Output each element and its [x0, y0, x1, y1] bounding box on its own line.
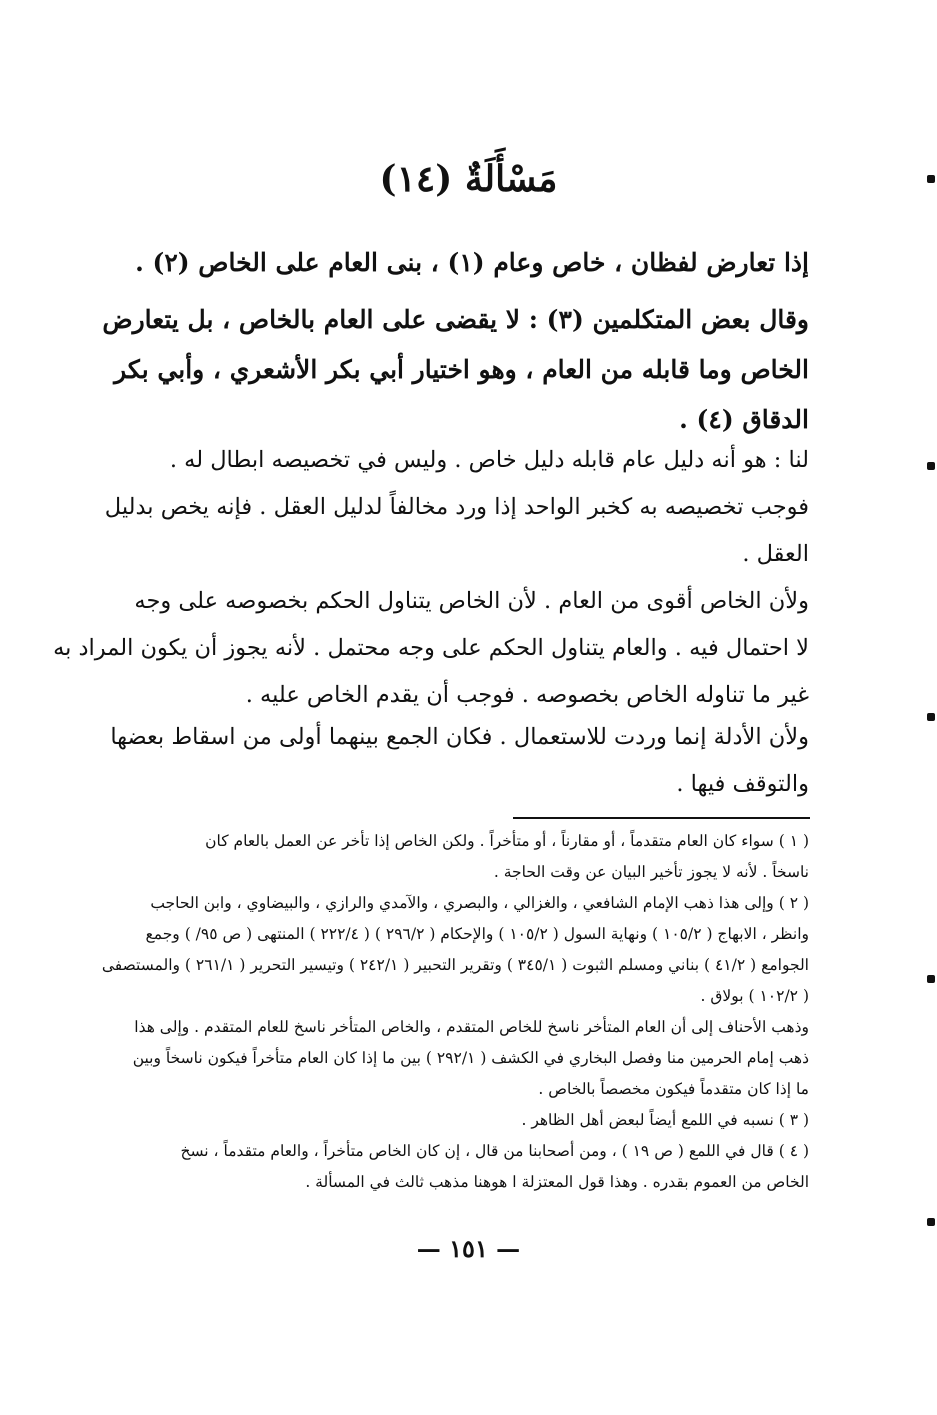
text-line: وقال بعض المتكلمين (٣) : لا يقضى على العام بالخاص ، بل يتعارض	[102, 305, 809, 334]
opposing-view-paragraph	[102, 295, 809, 445]
footnote-4-line: الخاص من العموم بقدره . وهذا قول المعتزلة ا هوهنا مذهب ثالث في المسألة .	[305, 1173, 809, 1191]
footnote-4-line: ( ٤ ) قال في اللمع ( ص ١٩ ) ، ومن أصحابنا من قال ، إن كان الخاص متأخراً ، والعام متقدماً ، نسخ	[180, 1142, 809, 1160]
footnote-2-line: وانظر ، الابهاج ( ١٠٥/٢ ) ونهاية السول ( ١٠٥/٢ ) والإحكام ( ٢٩٦/٢ ) ( ٢٢٢/٤ ) المنتهى ( ص ٩٥/ ) وجمع	[145, 925, 809, 943]
argument-paragraph-1	[104, 437, 809, 578]
text-line: غير ما تناوله الخاص بخصوصه . فوجب أن يقدم الخاص عليه .	[245, 682, 809, 708]
text-line: ولأن الخاص أقوى من العام . لأن الخاص يتناول الحكم بخصوصه على وجه	[134, 588, 809, 614]
margin-mark	[927, 713, 935, 721]
footnote-1-line: ( ١ ) سواء كان العام متقدماً ، أو مقارناً ، أو متأخراً . ولكن الخاص إذا تأخر عن العمل بالعام كان	[205, 832, 809, 850]
margin-mark	[927, 975, 935, 983]
margin-mark	[927, 462, 935, 470]
footnote-2-line: الجوامع ( ٤١/٢ ) بناني ومسلم الثبوت ( ٣٤٥/١ ) وتقرير التحبير ( ٢٤٢/١ ) وتيسير التحرير ( ٢٦١/١ ) والمستصفى	[101, 956, 809, 974]
argument-paragraph-2	[53, 578, 809, 719]
text-line: لا احتمال فيه . والعام يتناول الحكم على وجه محتمل . لأنه يجوز أن يكون المراد به	[53, 635, 809, 661]
chapter-heading: مَسْأَلَةٌ (١٤)	[379, 158, 558, 200]
text-line: لنا : هو أنه دليل عام قابله دليل خاص . وليس في تخصيصه ابطال له .	[169, 447, 809, 473]
text-line: الدقاق (٤) .	[679, 405, 809, 434]
text-line: والتوقف فيها .	[676, 771, 809, 797]
text-line: الخاص وما قابله من العام ، وهو اختيار أبي بكر الأشعري ، وأبي بكر	[114, 355, 809, 384]
footnote-1-line: ناسخاً . لأنه لا يجوز تأخير البيان عن وقت الحاجة .	[493, 863, 809, 881]
footnotes	[101, 826, 809, 1198]
text-line: فوجب تخصيصه به كخبر الواحد إذا ورد مخالفاً لدليل العقل . فإنه يخص بدليل	[104, 494, 809, 520]
text-line: ولأن الأدلة إنما وردت للاستعمال . فكان الجمع بينهما أولى من اسقاط بعضها	[110, 724, 809, 750]
footnote-2-line: ( ٢ ) وإلى هذا ذهب الإمام الشافعي ، والغزالي ، والبصري ، والآمدي والرازي ، والبيضاوي ، وابن الحاجب	[150, 894, 809, 912]
thesis-paragraph	[122, 238, 809, 288]
margin-mark	[927, 1218, 935, 1226]
footnote-2-continuation-line: وذهب الأحناف إلى أن العام المتأخر ناسخ للخاص المتقدم ، والخاص المتأخر ناسخ للعام المتقدم . وإلى هذا	[134, 1018, 809, 1036]
footnote-2-continuation-line: ما إذا كان متقدماً فيكون مخصصاً بالخاص .	[538, 1080, 809, 1098]
footnote-2-line: ( ١٠٢/٢ ) بولاق .	[700, 987, 809, 1005]
text-line: إذا تعارض لفظان ، خاص وعام (١) ، بنى العام على الخاص (٢) .	[135, 248, 809, 277]
footnote-2-continuation-line: ذهب إمام الحرمين منا وفصل البخاري في الكشف ( ٢٩٢/١ ) بين ما إذا كان العام متأخراً فيكون ناسخاً وبين	[132, 1049, 809, 1067]
argument-paragraph-3	[110, 714, 809, 808]
footnote-3-line: ( ٣ ) نسبه في اللمع أيضاً لبعض أهل الظاهر .	[521, 1111, 809, 1129]
footnote-separator	[513, 817, 810, 819]
page-number: — ١٥١ —	[416, 1234, 521, 1263]
text-line: العقل .	[742, 541, 809, 567]
